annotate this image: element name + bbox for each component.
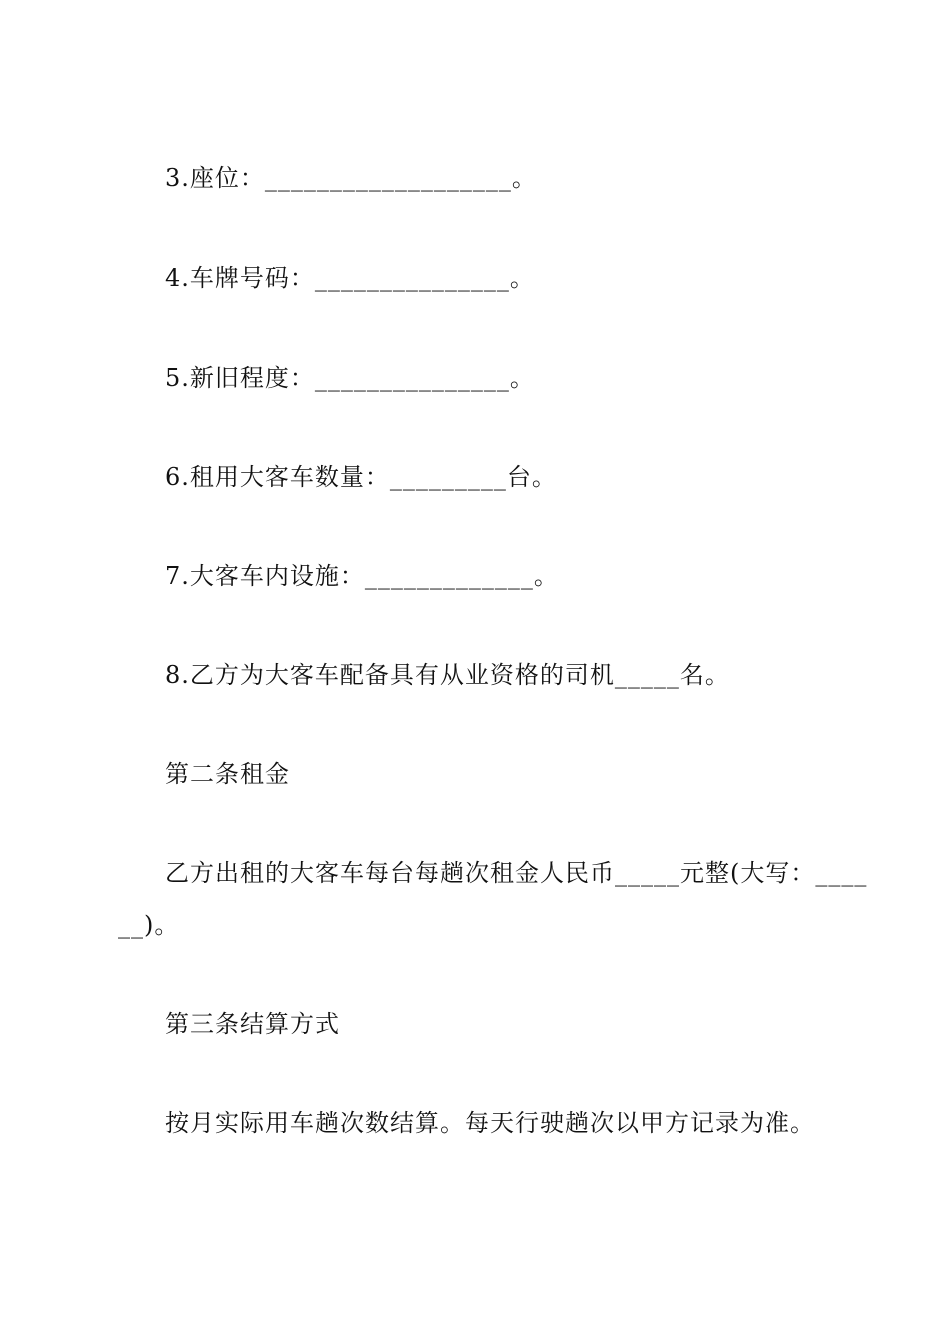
item-seats: 3.座位：___________________。 [165, 164, 537, 192]
rent-paragraph-continuation: __)。 [118, 911, 180, 939]
rent-paragraph: 乙方出租的大客车每台每趟次租金人民币_____元整(大写：____ [165, 859, 868, 887]
item-plate-number: 4.车牌号码：_______________。 [165, 264, 535, 292]
item-bus-quantity: 6.租用大客车数量：_________台。 [165, 463, 557, 491]
item-bus-facilities: 7.大客车内设施：_____________。 [165, 562, 559, 590]
settlement-paragraph: 按月实际用车趟次数结算。每天行驶趟次以甲方记录为准。 [165, 1109, 815, 1137]
item-condition: 5.新旧程度：_______________。 [165, 364, 535, 392]
section-heading-rent: 第二条租金 [165, 760, 290, 788]
section-heading-settlement: 第三条结算方式 [165, 1010, 340, 1038]
item-drivers: 8.乙方为大客车配备具有从业资格的司机_____名。 [165, 661, 730, 689]
